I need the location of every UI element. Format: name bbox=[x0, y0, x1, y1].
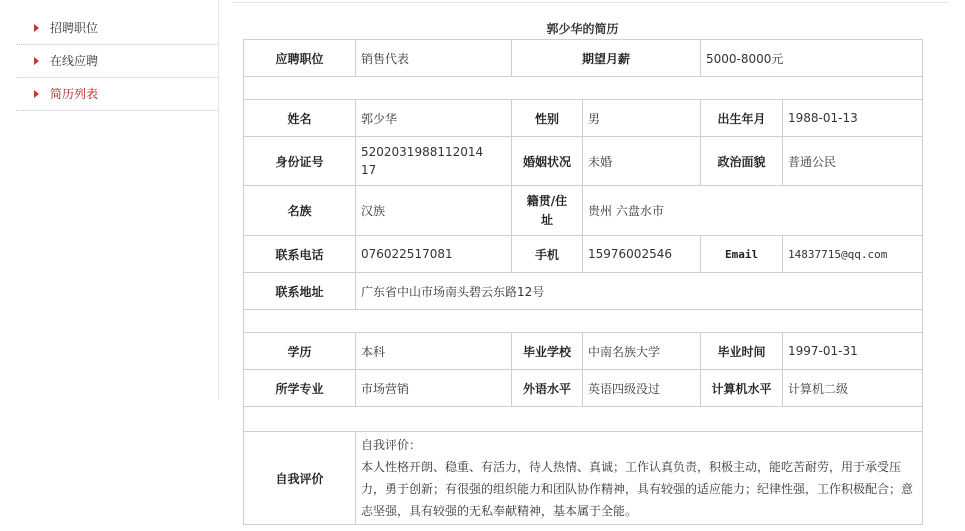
computer-label: 计算机水平 bbox=[701, 370, 783, 407]
grad-time-label: 毕业时间 bbox=[701, 333, 783, 370]
address-label: 联系地址 bbox=[244, 273, 356, 310]
mobile-value: 15976002546 bbox=[583, 236, 701, 273]
computer-value: 计算机二级 bbox=[783, 370, 923, 407]
political-value: 普通公民 bbox=[783, 137, 923, 186]
table-row bbox=[244, 432, 923, 525]
self-eval-line2: 力，勇于创新；有很强的组织能力和团队协作精神，具有较强的适应能力；纪律性强，工作积极配合；意 bbox=[361, 482, 914, 496]
name-label: 姓名 bbox=[244, 100, 356, 137]
major-value: 市场营销 bbox=[356, 370, 512, 407]
self-eval-line3: 志坚强，具有较强的无私奉献精神，基本属于全能。 bbox=[361, 504, 638, 518]
ethnicity-value: 汉族 bbox=[356, 186, 512, 236]
address-value: 广东省中山市场南头碧云东路12号 bbox=[356, 273, 923, 310]
sidebar-divider bbox=[218, 0, 219, 400]
id-value-line2: 17 bbox=[361, 163, 377, 177]
birth-label: 出生年月 bbox=[701, 100, 783, 137]
native-label-line1: 籍贯/住 bbox=[526, 193, 568, 208]
mobile-label: 手机 bbox=[512, 236, 583, 273]
arrow-right-icon bbox=[34, 24, 39, 32]
table-row bbox=[244, 333, 923, 370]
phone-value: 076022517081 bbox=[356, 236, 512, 273]
email-value: 14837715@qq.com bbox=[783, 236, 923, 273]
sidebar-item-label: 招聘职位 bbox=[50, 21, 99, 35]
resume-table bbox=[243, 39, 923, 525]
salary-label: 期望月薪 bbox=[512, 40, 701, 77]
sidebar-item-label: 在线应聘 bbox=[50, 54, 99, 68]
ethnicity-label: 名族 bbox=[244, 186, 356, 236]
self-eval-heading: 自我评价： bbox=[361, 438, 422, 452]
id-value-line1: 5202031988112014 bbox=[361, 145, 484, 159]
position-label: 应聘职位 bbox=[244, 40, 356, 77]
resume-table-wrapper bbox=[243, 39, 922, 525]
resume-title: 郭少华的简历 bbox=[546, 22, 619, 36]
top-divider bbox=[232, 2, 948, 3]
birth-value: 1988-01-13 bbox=[783, 100, 923, 137]
language-label: 外语水平 bbox=[512, 370, 583, 407]
table-row bbox=[244, 273, 923, 310]
school-label: 毕业学校 bbox=[512, 333, 583, 370]
id-label: 身份证号 bbox=[244, 137, 356, 186]
native-label-line2: 址 bbox=[540, 212, 553, 227]
self-eval-value bbox=[356, 432, 923, 525]
gender-value: 男 bbox=[583, 100, 701, 137]
arrow-right-icon bbox=[34, 57, 39, 65]
gender-label: 性别 bbox=[512, 100, 583, 137]
native-label bbox=[512, 186, 583, 236]
table-row bbox=[244, 137, 923, 186]
grad-time-value: 1997-01-31 bbox=[783, 333, 923, 370]
major-label: 所学专业 bbox=[244, 370, 356, 407]
position-value: 销售代表 bbox=[356, 40, 512, 77]
sidebar-item-resume-list[interactable] bbox=[16, 78, 218, 111]
education-label: 学历 bbox=[244, 333, 356, 370]
native-value: 贵州 六盘水市 bbox=[583, 186, 923, 236]
marital-label: 婚姻状况 bbox=[512, 137, 583, 186]
table-row bbox=[244, 40, 923, 77]
language-value: 英语四级没过 bbox=[583, 370, 701, 407]
marital-value: 未婚 bbox=[583, 137, 701, 186]
spacer-row bbox=[244, 407, 923, 432]
table-row bbox=[244, 186, 923, 236]
sidebar bbox=[16, 12, 218, 111]
sidebar-item-label: 简历列表 bbox=[50, 87, 99, 101]
phone-label: 联系电话 bbox=[244, 236, 356, 273]
self-eval-label: 自我评价 bbox=[244, 432, 356, 525]
salary-value: 5000-8000元 bbox=[701, 40, 923, 77]
email-label: Email bbox=[701, 236, 783, 273]
political-label: 政治面貌 bbox=[701, 137, 783, 186]
education-value: 本科 bbox=[356, 333, 512, 370]
sidebar-item-jobs[interactable] bbox=[16, 12, 218, 45]
self-eval-line1: 本人性格开朗、稳重、有活力，待人热情、真诚；工作认真负责，积极主动，能吃苦耐劳，用于承受压 bbox=[361, 460, 902, 474]
sidebar-item-apply-online[interactable] bbox=[16, 45, 218, 78]
name-value: 郭少华 bbox=[356, 100, 512, 137]
spacer-row bbox=[244, 310, 923, 333]
table-row bbox=[244, 236, 923, 273]
table-row bbox=[244, 370, 923, 407]
table-row bbox=[244, 100, 923, 137]
arrow-right-icon bbox=[34, 90, 39, 98]
spacer-row bbox=[244, 77, 923, 100]
id-value bbox=[356, 137, 512, 186]
school-value: 中南名族大学 bbox=[583, 333, 701, 370]
